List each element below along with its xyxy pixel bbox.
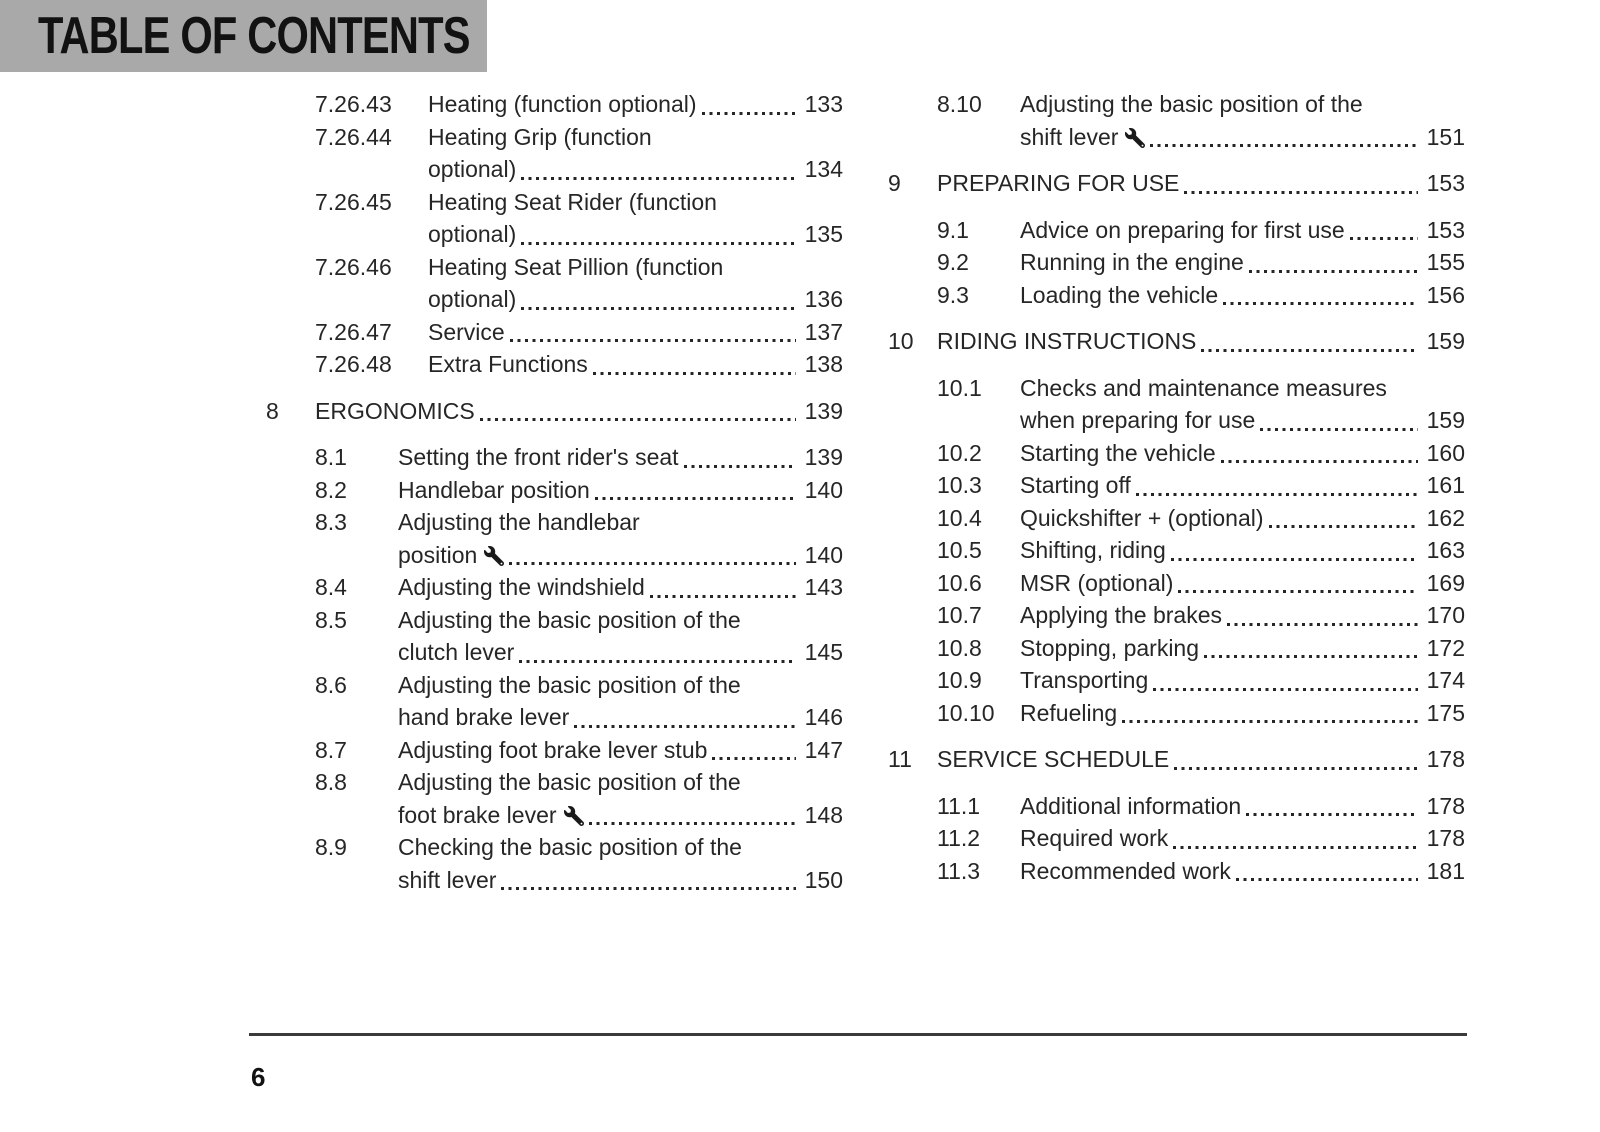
toc-entry-last-line bbox=[1020, 469, 1465, 502]
toc-entry-body bbox=[1020, 88, 1465, 153]
toc-entry[interactable] bbox=[888, 279, 1465, 312]
toc-entry-page: 150 bbox=[804, 866, 843, 893]
toc-entry-title: Starting off bbox=[1020, 472, 1131, 498]
toc-entry-title: Extra Functions bbox=[428, 351, 588, 377]
toc-entry-title: shift lever bbox=[1020, 123, 1119, 150]
toc-entry-title: Quickshifter + (optional) bbox=[1020, 504, 1264, 531]
toc-entry-page: 136 bbox=[804, 286, 843, 312]
toc-entry-title: Adjusting the windshield bbox=[398, 574, 645, 600]
toc-entry[interactable] bbox=[266, 316, 843, 349]
toc-entry-number: 7.26.47 bbox=[315, 318, 392, 345]
toc-entry-body bbox=[937, 167, 1465, 200]
toc-entry-body bbox=[1020, 502, 1465, 535]
toc-entry-title-line: Adjusting the basic position of the bbox=[398, 606, 741, 633]
toc-entry[interactable] bbox=[888, 534, 1465, 567]
dot-leader bbox=[712, 757, 795, 760]
toc-entry-body bbox=[1020, 469, 1465, 502]
toc-entry-body bbox=[398, 441, 843, 474]
toc-entry-title: Starting the vehicle bbox=[1020, 439, 1216, 466]
toc-entry[interactable] bbox=[266, 734, 843, 767]
wrench-icon bbox=[484, 546, 504, 566]
toc-entry-body bbox=[1020, 534, 1465, 567]
toc-entry-body bbox=[1020, 790, 1465, 823]
toc-entry-title: Required work bbox=[1020, 825, 1169, 851]
dot-leader bbox=[595, 497, 796, 500]
toc-entry-body bbox=[937, 325, 1465, 358]
toc-entry-last-line bbox=[428, 348, 843, 381]
toc-entry-title: position bbox=[398, 541, 478, 568]
toc-entry-page: 138 bbox=[804, 351, 843, 377]
toc-entry-body bbox=[398, 571, 843, 604]
toc-entry-body bbox=[398, 734, 843, 767]
toc-entry-body bbox=[1020, 567, 1465, 600]
dot-leader bbox=[1136, 493, 1418, 496]
toc-entry-number: 7.26.46 bbox=[315, 253, 392, 280]
dot-leader bbox=[1150, 144, 1417, 147]
toc-entry-page: 140 bbox=[804, 541, 843, 568]
toc-entry-page: 163 bbox=[1426, 537, 1465, 563]
toc-entry[interactable] bbox=[266, 395, 843, 428]
toc-entry-title: Heating (function optional) bbox=[428, 91, 697, 117]
toc-entry-page: 160 bbox=[1426, 439, 1465, 466]
toc-entry-body bbox=[428, 251, 843, 316]
dot-leader bbox=[1223, 302, 1417, 305]
toc-entry-title: hand brake lever bbox=[398, 704, 570, 730]
toc-entry-last-line bbox=[428, 316, 843, 349]
toc-entry-last-line bbox=[398, 474, 843, 507]
page-number: 6 bbox=[251, 1062, 266, 1092]
toc-entry[interactable] bbox=[266, 441, 843, 474]
toc-entry-number: 8.1 bbox=[315, 444, 347, 470]
dot-leader bbox=[684, 465, 796, 468]
toc-entry-last-line bbox=[315, 395, 843, 428]
toc-entry-number: 8.6 bbox=[315, 671, 347, 698]
dot-leader bbox=[702, 112, 796, 115]
toc-entry[interactable] bbox=[266, 669, 843, 734]
toc-entry-number: 8.5 bbox=[315, 606, 347, 633]
toc-entry-number: 10.4 bbox=[937, 504, 982, 531]
toc-entry-number: 8.3 bbox=[315, 509, 347, 535]
toc-entry-last-line bbox=[398, 571, 843, 604]
toc-entry-body bbox=[1020, 246, 1465, 279]
toc-entry-number: 8.10 bbox=[937, 91, 982, 117]
toc-entry[interactable] bbox=[888, 214, 1465, 247]
toc-entry-page: 148 bbox=[804, 801, 843, 828]
toc-entry-title: PREPARING FOR USE bbox=[937, 170, 1180, 196]
toc-entry[interactable] bbox=[888, 437, 1465, 470]
toc-entry-title: Running in the engine bbox=[1020, 249, 1244, 275]
dot-leader bbox=[519, 660, 795, 663]
toc-entry-page: 140 bbox=[804, 476, 843, 503]
toc-entry-title: Advice on preparing for first use bbox=[1020, 216, 1345, 243]
toc-entry-title: MSR (optional) bbox=[1020, 569, 1174, 596]
dot-leader bbox=[1201, 349, 1417, 352]
toc-entry-page: 159 bbox=[1426, 407, 1465, 433]
toc-entry-page: 172 bbox=[1426, 634, 1465, 661]
toc-entry-last-line bbox=[1020, 790, 1465, 823]
toc-entry-page: 181 bbox=[1426, 857, 1465, 884]
dot-leader bbox=[509, 562, 795, 565]
toc-entry[interactable] bbox=[266, 831, 843, 896]
toc-entry-title: Adjusting foot brake lever stub bbox=[398, 736, 708, 763]
toc-entry[interactable] bbox=[266, 571, 843, 604]
page-header bbox=[0, 0, 487, 72]
toc-entry-page: 162 bbox=[1426, 504, 1465, 531]
toc-entry[interactable] bbox=[266, 506, 843, 571]
toc-entry-last-line bbox=[398, 636, 843, 669]
toc-entry-last-line bbox=[428, 88, 843, 121]
toc-entry-body bbox=[428, 186, 843, 251]
toc-entry[interactable] bbox=[266, 604, 843, 669]
toc-entry-body bbox=[1020, 632, 1465, 665]
toc-entry-title: Service bbox=[428, 318, 505, 345]
toc-entry-page: 178 bbox=[1426, 825, 1465, 851]
toc-entry[interactable] bbox=[888, 790, 1465, 823]
toc-entry-number: 10.1 bbox=[937, 374, 982, 401]
dot-leader bbox=[1204, 655, 1418, 658]
toc-entry-body bbox=[428, 88, 843, 121]
toc-entry[interactable] bbox=[888, 697, 1465, 730]
toc-entry-title-line: Heating Seat Pillion (function bbox=[428, 253, 724, 280]
dot-leader bbox=[650, 595, 796, 598]
toc-entry-last-line bbox=[1020, 214, 1465, 247]
toc-entry[interactable] bbox=[888, 743, 1465, 776]
toc-entry-last-line bbox=[1020, 822, 1465, 855]
toc-entry-number: 11.1 bbox=[937, 792, 981, 819]
toc-entry-last-line bbox=[1020, 697, 1465, 730]
toc-entry-page: 133 bbox=[804, 91, 843, 117]
toc-entry-number: 7.26.43 bbox=[315, 91, 392, 117]
toc-entry-last-line bbox=[428, 218, 843, 251]
dot-leader bbox=[1122, 720, 1417, 723]
toc-entry-body bbox=[1020, 822, 1465, 855]
toc-entry-last-line bbox=[398, 441, 843, 474]
toc-entry-title: clutch lever bbox=[398, 639, 515, 665]
footer-rule bbox=[249, 1033, 1467, 1036]
toc-entry-last-line bbox=[1020, 404, 1465, 437]
toc-entry-last-line bbox=[398, 734, 843, 767]
dot-leader bbox=[1221, 460, 1418, 463]
toc-entry-title-line: Checking the basic position of the bbox=[398, 834, 742, 860]
toc-entry[interactable] bbox=[266, 348, 843, 381]
toc-entry-last-line bbox=[1020, 534, 1465, 567]
toc-entry-number: 9.2 bbox=[937, 249, 969, 275]
toc-entry[interactable] bbox=[888, 599, 1465, 632]
dot-leader bbox=[1236, 878, 1418, 881]
toc-entry-number: 8.7 bbox=[315, 736, 347, 763]
toc-entry-last-line bbox=[398, 799, 843, 832]
toc-entry-title: Shifting, riding bbox=[1020, 537, 1166, 563]
toc-entry-body bbox=[315, 395, 843, 428]
toc-entry-number: 11.3 bbox=[937, 857, 981, 884]
toc-entry-last-line bbox=[1020, 567, 1465, 600]
toc-entry-title: ERGONOMICS bbox=[315, 397, 475, 424]
dot-leader bbox=[1178, 590, 1417, 593]
dot-leader bbox=[1350, 237, 1418, 240]
toc-entry-last-line bbox=[1020, 502, 1465, 535]
toc-entry-page: 156 bbox=[1426, 281, 1465, 308]
toc-entry-title: Applying the brakes bbox=[1020, 602, 1223, 628]
toc-entry-number: 10 bbox=[888, 328, 914, 354]
toc-entry-title: Additional information bbox=[1020, 792, 1242, 819]
toc-entry[interactable] bbox=[888, 822, 1465, 855]
toc-entry-number: 8.9 bbox=[315, 834, 347, 860]
toc-entry[interactable] bbox=[266, 251, 843, 316]
toc-entry-page: 169 bbox=[1426, 569, 1465, 596]
toc-entry-title-line: Heating Seat Rider (function bbox=[428, 188, 717, 215]
toc-entry-page: 147 bbox=[804, 736, 843, 763]
toc-entry-number: 11.2 bbox=[937, 825, 981, 851]
toc-entry-page: 145 bbox=[804, 639, 843, 665]
toc-column-left bbox=[266, 88, 843, 896]
toc-entry-body bbox=[428, 348, 843, 381]
toc-entry-last-line bbox=[398, 701, 843, 734]
toc-entry[interactable] bbox=[888, 664, 1465, 697]
toc-entry-last-line bbox=[1020, 279, 1465, 312]
toc-entry-title: Transporting bbox=[1020, 667, 1149, 693]
toc-entry-body bbox=[1020, 697, 1465, 730]
toc-entry-page: 139 bbox=[804, 397, 843, 424]
toc-entry-number: 10.5 bbox=[937, 537, 982, 563]
toc-entry-body bbox=[398, 506, 843, 571]
toc-entry[interactable] bbox=[266, 766, 843, 831]
dot-leader bbox=[521, 307, 795, 310]
dot-leader bbox=[1269, 525, 1418, 528]
toc-entry-last-line bbox=[937, 167, 1465, 200]
toc-entry-title: optional) bbox=[428, 286, 517, 312]
toc-entry-last-line bbox=[1020, 121, 1465, 154]
toc-column-right bbox=[888, 88, 1465, 887]
toc-entry[interactable] bbox=[888, 567, 1465, 600]
toc-entry-title-line: Adjusting the basic position of the bbox=[1020, 91, 1363, 117]
toc-entry-number: 8.8 bbox=[315, 769, 347, 795]
toc-entry-number: 8 bbox=[266, 397, 279, 424]
toc-entry[interactable] bbox=[266, 186, 843, 251]
dot-leader bbox=[1227, 623, 1418, 626]
dot-leader bbox=[521, 242, 795, 245]
toc-entry-number: 10.8 bbox=[937, 634, 982, 661]
toc-entry-page: 175 bbox=[1426, 699, 1465, 726]
toc-entry-body bbox=[428, 121, 843, 186]
dot-leader bbox=[593, 372, 796, 375]
toc-entry-title: optional) bbox=[428, 156, 517, 182]
toc-entry-page: 161 bbox=[1426, 472, 1465, 498]
toc-entry-last-line bbox=[1020, 855, 1465, 888]
toc-entry-number: 9.3 bbox=[937, 281, 969, 308]
toc-entry[interactable] bbox=[888, 325, 1465, 358]
toc-entry[interactable] bbox=[888, 372, 1465, 437]
toc-entry-body bbox=[937, 743, 1465, 776]
dot-leader bbox=[1174, 767, 1417, 770]
toc-entry-body bbox=[1020, 599, 1465, 632]
toc-entry-page: 137 bbox=[804, 318, 843, 345]
toc-entry-title: Handlebar position bbox=[398, 476, 590, 503]
toc-entry-title: Recommended work bbox=[1020, 857, 1231, 884]
toc-entry-page: 155 bbox=[1426, 249, 1465, 275]
toc-entry-page: 151 bbox=[1426, 123, 1465, 150]
toc-entry-page: 153 bbox=[1426, 170, 1465, 196]
toc-entry-title-line: Heating Grip (function bbox=[428, 123, 652, 150]
toc-entry-title: optional) bbox=[428, 221, 517, 247]
toc-entry-number: 8.4 bbox=[315, 574, 347, 600]
toc-entry-page: 139 bbox=[804, 444, 843, 470]
toc-entry-body bbox=[1020, 279, 1465, 312]
toc-entry-page: 159 bbox=[1426, 328, 1465, 354]
toc-entry-body bbox=[398, 669, 843, 734]
dot-leader bbox=[1153, 688, 1417, 691]
toc-entry[interactable] bbox=[266, 88, 843, 121]
toc-entry-page: 178 bbox=[1426, 792, 1465, 819]
toc-entry[interactable] bbox=[888, 855, 1465, 888]
toc-entry-page: 143 bbox=[804, 574, 843, 600]
dot-leader bbox=[1260, 428, 1417, 431]
toc-entry[interactable] bbox=[888, 502, 1465, 535]
toc-entry-last-line bbox=[398, 864, 843, 897]
toc-entry-number: 7.26.48 bbox=[315, 351, 392, 377]
toc-entry-last-line bbox=[398, 539, 843, 572]
toc-entry-title: Setting the front rider's seat bbox=[398, 444, 679, 470]
toc-entry-last-line bbox=[428, 153, 843, 186]
toc-entry-body bbox=[398, 766, 843, 831]
toc-entry-last-line bbox=[937, 325, 1465, 358]
toc-entry-title: shift lever bbox=[398, 866, 497, 893]
toc-entry-title: RIDING INSTRUCTIONS bbox=[937, 328, 1197, 354]
toc-entry-body bbox=[398, 474, 843, 507]
toc-entry-title: foot brake lever bbox=[398, 801, 557, 828]
toc-entry[interactable] bbox=[266, 121, 843, 186]
toc-entry[interactable] bbox=[888, 469, 1465, 502]
toc-entry-last-line bbox=[428, 283, 843, 316]
toc-entry-number: 9.1 bbox=[937, 216, 969, 243]
toc-entry-number: 10.9 bbox=[937, 667, 982, 693]
toc-entry-number: 10.3 bbox=[937, 472, 982, 498]
page-title: TABLE OF CONTENTS bbox=[38, 7, 470, 65]
toc-entry-title: when preparing for use bbox=[1020, 407, 1256, 433]
dot-leader bbox=[1173, 846, 1417, 849]
toc-entry-body bbox=[1020, 437, 1465, 470]
dot-leader bbox=[480, 418, 796, 421]
dot-leader bbox=[510, 339, 796, 342]
dot-leader bbox=[1171, 558, 1418, 561]
toc-entry-body bbox=[398, 604, 843, 669]
dot-leader bbox=[521, 177, 795, 180]
toc-entry[interactable] bbox=[266, 474, 843, 507]
toc-entry-body bbox=[398, 831, 843, 896]
toc-entry-title: SERVICE SCHEDULE bbox=[937, 746, 1170, 772]
wrench-icon bbox=[564, 806, 584, 826]
toc-entry-page: 134 bbox=[804, 156, 843, 182]
toc-entry-body bbox=[428, 316, 843, 349]
toc-entry-title-line: Adjusting the handlebar bbox=[398, 509, 640, 535]
toc-entry-number: 8.2 bbox=[315, 476, 347, 503]
toc-entry-last-line bbox=[1020, 246, 1465, 279]
toc-entry-body bbox=[1020, 214, 1465, 247]
dot-leader bbox=[501, 887, 795, 890]
toc-entry-page: 174 bbox=[1426, 667, 1465, 693]
dot-leader bbox=[574, 725, 795, 728]
toc-entry-number: 10.10 bbox=[937, 699, 995, 726]
dot-leader bbox=[589, 822, 796, 825]
toc-entry-page: 135 bbox=[804, 221, 843, 247]
toc-entry-last-line bbox=[937, 743, 1465, 776]
toc-entry-number: 11 bbox=[888, 746, 912, 772]
toc-entry-last-line bbox=[1020, 632, 1465, 665]
toc-entry-number: 10.6 bbox=[937, 569, 982, 596]
toc-entry-title-line: Adjusting the basic position of the bbox=[398, 671, 741, 698]
toc-entry-page: 178 bbox=[1426, 746, 1465, 772]
toc-entry-title-line: Checks and maintenance measures bbox=[1020, 374, 1387, 401]
toc-entry-page: 146 bbox=[804, 704, 843, 730]
toc-entry-number: 10.7 bbox=[937, 602, 982, 628]
toc-entry-number: 10.2 bbox=[937, 439, 982, 466]
toc-entry[interactable] bbox=[888, 246, 1465, 279]
wrench-icon bbox=[1125, 128, 1145, 148]
toc-entry-page: 153 bbox=[1426, 216, 1465, 243]
toc-entry-number: 9 bbox=[888, 170, 901, 196]
toc-entry-number: 7.26.45 bbox=[315, 188, 392, 215]
dot-leader bbox=[1184, 191, 1417, 194]
toc-entry-title: Loading the vehicle bbox=[1020, 281, 1219, 308]
toc-entry-body bbox=[1020, 855, 1465, 888]
toc-entry-title-line: Adjusting the basic position of the bbox=[398, 769, 741, 795]
toc-entry[interactable] bbox=[888, 88, 1465, 153]
dot-leader bbox=[1246, 813, 1417, 816]
toc-entry[interactable] bbox=[888, 632, 1465, 665]
toc-entry[interactable] bbox=[888, 167, 1465, 200]
toc-entry-title: Refueling bbox=[1020, 699, 1118, 726]
toc-entry-body bbox=[1020, 372, 1465, 437]
toc-entry-last-line bbox=[1020, 664, 1465, 697]
toc-entry-number: 7.26.44 bbox=[315, 123, 392, 150]
toc-entry-last-line bbox=[1020, 599, 1465, 632]
toc-entry-last-line bbox=[1020, 437, 1465, 470]
toc-entry-body bbox=[1020, 664, 1465, 697]
toc-entry-title: Stopping, parking bbox=[1020, 634, 1200, 661]
toc-entry-page: 170 bbox=[1426, 602, 1465, 628]
dot-leader bbox=[1249, 270, 1418, 273]
